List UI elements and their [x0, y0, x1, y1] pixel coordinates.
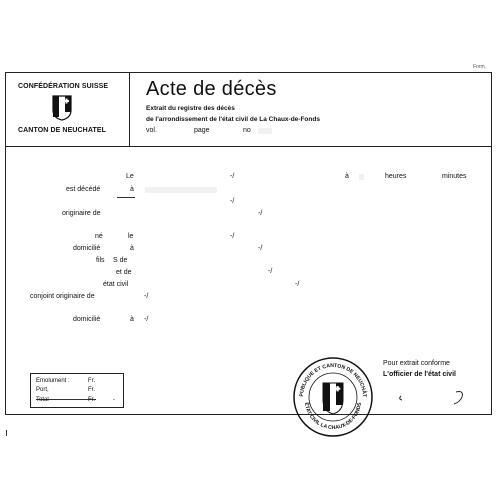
confederation-label: CONFÉDÉRATION SUISSE: [18, 83, 109, 90]
spouse-origin-suffix: -/: [144, 293, 149, 300]
name-underline: [117, 197, 135, 198]
redacted-hour: [359, 174, 364, 180]
signature-mark: [396, 386, 466, 408]
port-label: Port,: [36, 387, 49, 393]
redacted-place: [145, 187, 217, 193]
date-suffix: -/: [230, 173, 235, 180]
spouse-domicile-at-label: à: [130, 316, 134, 323]
deceased-label: est décédé: [66, 186, 101, 193]
page-label: page: [194, 127, 210, 134]
and-of-label: et de: [116, 269, 132, 276]
canton-label: CANTON DE NEUCHATEL: [18, 127, 106, 134]
spouse-domicile-label: domicilié: [73, 316, 101, 323]
stamp-bottom-text: ÉTAT CIVIL LA CHAUX-DE-FONDS: [303, 402, 363, 432]
redacted-number: [258, 128, 272, 134]
stamp-top-text: PUBLIQUE ET CANTON DE NEUCHÂT: [298, 362, 368, 398]
domicile-at-label: à: [130, 245, 134, 252]
name-suffix: -/: [230, 198, 235, 205]
date-label: Le: [126, 173, 134, 180]
spouse-origin-label: conjoint originaire de: [30, 293, 95, 300]
canton-shield-icon: [52, 95, 72, 121]
vol-label: vol.: [146, 127, 157, 134]
emolument-label: Emolument :: [36, 378, 70, 384]
minutes-label: minutes: [442, 173, 467, 180]
deceased-at-label: à: [130, 186, 134, 193]
domicile-suffix: -/: [258, 245, 263, 252]
certification-line-1: Pour extrait conforme: [383, 360, 450, 367]
at-label: à: [345, 173, 349, 180]
subtitle-line-2: de l'arrondissement de l'état civil de La Chaux-de-Fonds: [146, 116, 320, 123]
header-vertical-divider: [129, 72, 130, 146]
total-dash: -: [113, 397, 115, 403]
subtitle-line-1: Extrait du registre des décès: [146, 105, 235, 112]
emolument-value: Fr.: [88, 378, 95, 384]
spouse-domicile-suffix: -/: [144, 316, 149, 323]
born-on-label: le: [128, 233, 134, 240]
civil-status-label: état civil: [103, 281, 129, 288]
born-label: né: [95, 233, 103, 240]
official-stamp-icon: [292, 356, 374, 438]
origin-label: originaire de: [62, 210, 101, 217]
origin-suffix: -/: [258, 210, 263, 217]
total-value: Fr.: [88, 397, 95, 403]
header-divider: [5, 146, 492, 147]
and-of-suffix: -/: [268, 268, 273, 275]
form-mark: Form.: [472, 64, 486, 70]
civil-status-suffix: -/: [295, 281, 300, 288]
hours-label: heures: [385, 173, 407, 180]
page-title: Acte de décès: [146, 78, 277, 100]
no-label: no: [243, 127, 251, 134]
margin-mark: [6, 430, 7, 436]
port-value: Fr.: [88, 387, 95, 393]
son-of-label: S de: [113, 257, 128, 264]
domicile-label: domicilié: [73, 245, 101, 252]
total-label: Total: [36, 397, 49, 403]
born-suffix: -/: [230, 233, 235, 240]
son-label: fils: [96, 257, 105, 264]
certification-line-2: L'officier de l'état civil: [383, 371, 456, 378]
